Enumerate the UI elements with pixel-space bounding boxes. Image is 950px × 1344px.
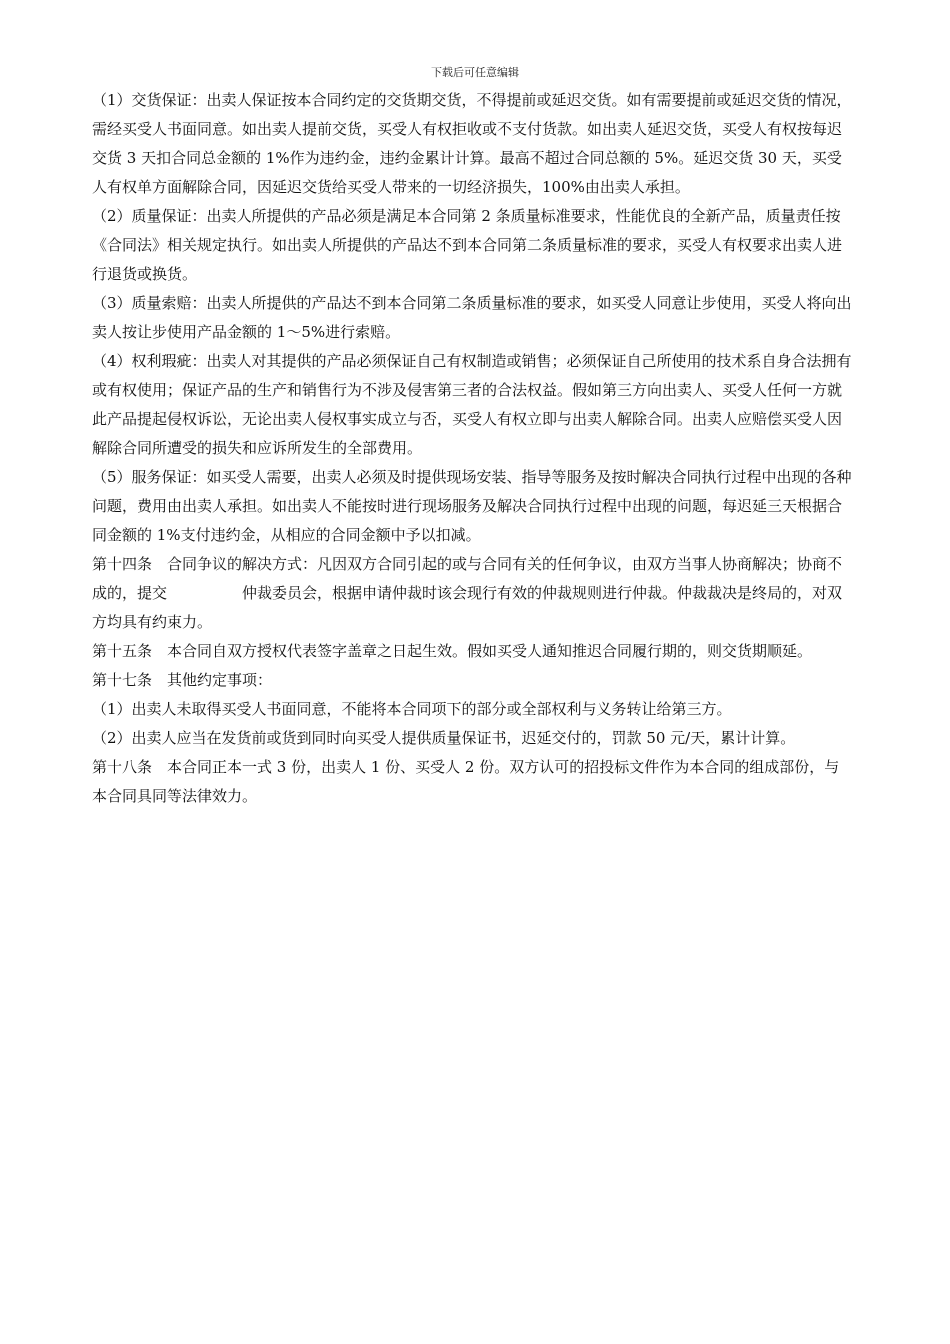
contract-body bbox=[92, 86, 852, 811]
clause-service-guarantee: （5）服务保证：如买受人需要，出卖人必须及时提供现场安装、指导等服务及按时解决合同执行过程中出现的各种问题，费用由出卖人承担。如出卖人不能按时进行现场服务及解决合同执行过程中出现的问题，每迟延三天根据合同金额的 1%支付违约金，从相应的合同金额中予以扣减。 bbox=[92, 468, 852, 544]
clause-rights-defect: （4）权利瑕疵：出卖人对其提供的产品必须保证自己有权制造或销售；必须保证自己所使用的技术系自身合法拥有或有权使用；保证产品的生产和销售行为不涉及侵害第三者的合法权益。假如第三方向出卖人、买受人任何一方就此产品提起侵权诉讼，无论出卖人侵权事实成立与否，买受人有权立即与出卖人解除合同。出卖人应赔偿买受人因解除合同所遭受的损失和应诉所发生的全部费用。 bbox=[92, 352, 852, 457]
article-17-item-1: （1）出卖人未取得买受人书面同意，不能将本合同项下的部分或全部权利与义务转让给第三方。 bbox=[92, 700, 732, 718]
clause-quality-claim: （3）质量索赔：出卖人所提供的产品达不到本合同第二条质量标准的要求，如买受人同意让步使用，买受人将向出卖人按让步使用产品金额的 1～5%进行索赔。 bbox=[92, 294, 852, 341]
page-header-note: 下载后可任意编辑 bbox=[431, 66, 519, 79]
clause-quality-guarantee: （2）质量保证：出卖人所提供的产品必须是满足本合同第 2 条质量标准要求，性能优良的全新产品，质量责任按《合同法》相关规定执行。如出卖人所提供的产品达不到本合同第二条质量标准的要求，买受人有权要求出卖人进行退货或换货。 bbox=[92, 207, 843, 283]
article-17-item-2: （2）出卖人应当在发货前或货到同时向买受人提供质量保证书，迟延交付的，罚款 50 元/天，累计计算。 bbox=[92, 729, 796, 747]
clause-delivery-guarantee: （1）交货保证：出卖人保证按本合同约定的交货期交货，不得提前或延迟交货。如有需要提前或延迟交货的情况，需经买受人书面同意。如出卖人提前交货，买受人有权拒收或不支付货款。如出卖人延迟交货，买受人有权按每迟交货 3 天扣合同总金额的 1%作为违约金，违约金累计计算。最高不超过合同总额的 5%。延迟交货 30 天，买受人有权单方面解除合同，因延迟交货给买受人带来的一切经济损失，100%由出卖人承担。 bbox=[92, 91, 852, 196]
article-14-dispute-resolution: 第十四条 合同争议的解决方式：凡因双方合同引起的或与合同有关的任何争议，由双方当事人协商解决；协商不成的，提交 仲裁委员会，根据申请仲裁时该会现行有效的仲裁规则进行仲裁。仲裁裁决是终局的，对双方均具有约束力。 bbox=[92, 555, 843, 631]
article-15-effectiveness: 第十五条 本合同自双方授权代表签字盖章之日起生效。假如买受人通知推迟合同履行期的，则交货期顺延。 bbox=[92, 642, 813, 660]
article-17-other-matters: 第十七条 其他约定事项： bbox=[92, 671, 273, 689]
article-18-copies: 第十八条 本合同正本一式 3 份，出卖人 1 份、买受人 2 份。双方认可的招投标文件作为本合同的组成部份，与本合同具同等法律效力。 bbox=[92, 758, 840, 805]
